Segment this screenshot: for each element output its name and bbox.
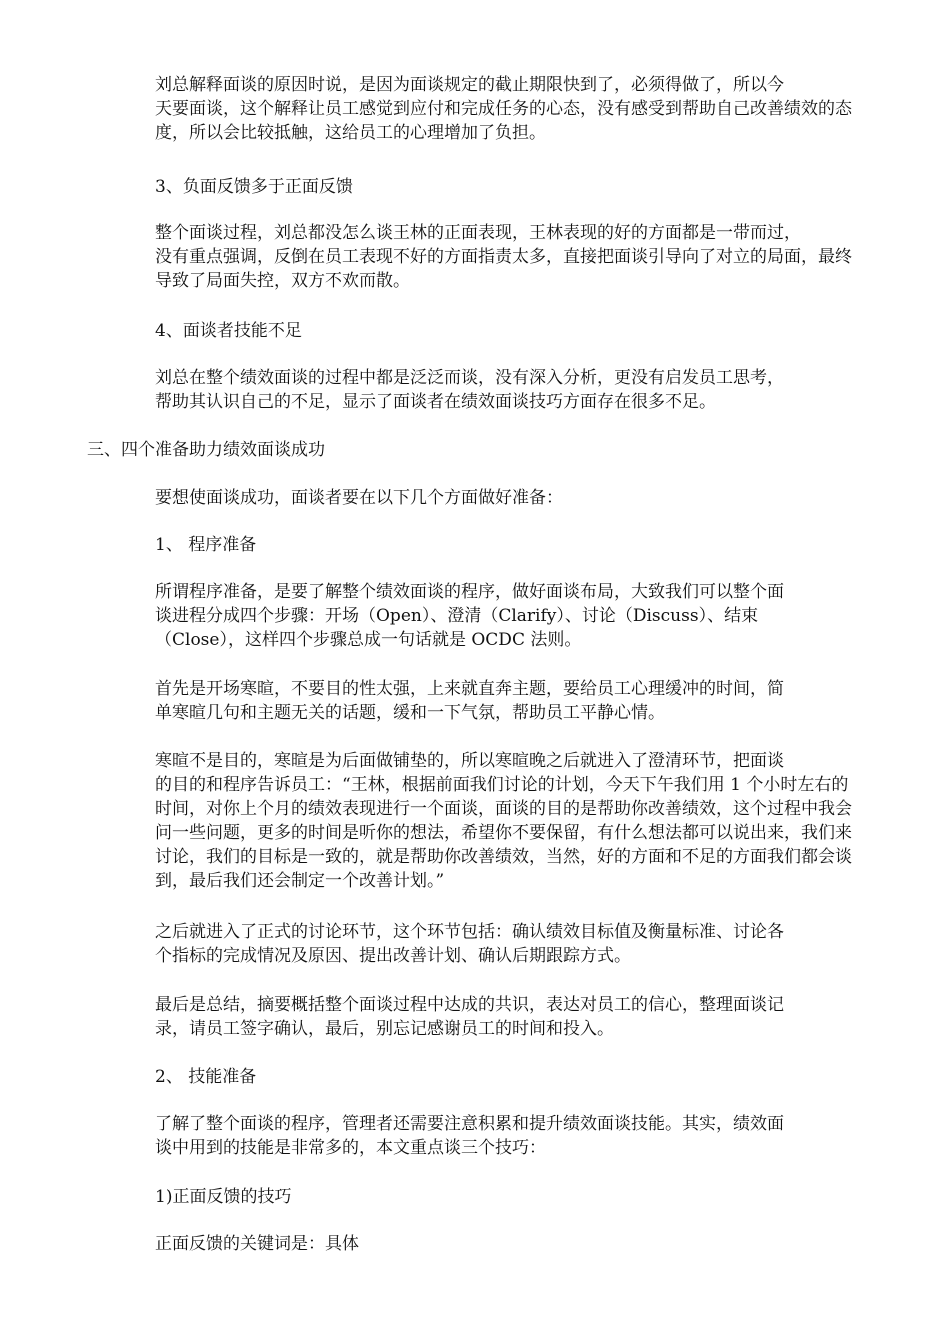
heading-negative-feedback: [87, 175, 877, 199]
text-line: 谈进程分成四个步骤：开场（Open）、澄清（Clarify）、讨论（Discuss）、结束: [155, 606, 759, 626]
section-heading-four-preparations: [87, 438, 877, 462]
text-line: 之后就进入了正式的讨论环节，这个环节包括：确认绩效目标值及衡量标准、讨论各: [155, 922, 784, 942]
text-line: 到，最后我们还会制定一个改善计划。”: [155, 871, 445, 891]
text-line: 问一些问题，更多的时间是听你的想法，希望你不要保留，有什么想法都可以说出来，我们来: [155, 823, 852, 843]
paragraph-discuss: [87, 920, 877, 968]
heading-text: 1)正面反馈的技巧: [155, 1187, 292, 1207]
text-line: 整个面谈过程，刘总都没怎么谈王林的正面表现，王林表现的好的方面都是一带而过，: [155, 223, 801, 243]
paragraph-close: [87, 993, 877, 1041]
paragraph-negative-feedback: [87, 221, 877, 293]
text-line: 时间，对你上个月的绩效表现进行一个面谈，面谈的目的是帮助你改善绩效，这个过程中我会: [155, 799, 852, 819]
paragraph-clarify: [87, 749, 877, 893]
text-line: 所谓程序准备，是要了解整个绩效面谈的程序，做好面谈布局，大致我们可以整个面: [155, 582, 784, 602]
text-line: 天要面谈，这个解释让员工感觉到应付和完成任务的心态，没有感受到帮助自己改善绩效的态: [155, 99, 852, 119]
paragraph-skill-insufficient: [87, 366, 877, 414]
paragraph-opening: [87, 677, 877, 725]
text-line: 最后是总结，摘要概括整个面谈过程中达成的共识，表达对员工的信心，整理面谈记: [155, 995, 784, 1015]
text-line: （Close），这样四个步骤总成一句话就是 OCDC 法则。: [155, 630, 582, 650]
heading-text: 3、负面反馈多于正面反馈: [155, 177, 353, 197]
heading-text: 4、面谈者技能不足: [155, 321, 302, 341]
paragraph-procedure-preparation: [87, 580, 877, 652]
text-line: 单寒暄几句和主题无关的话题，缓和一下气氛，帮助员工平静心情。: [155, 703, 665, 723]
text-line: 谈中用到的技能是非常多的，本文重点谈三个技巧：: [155, 1138, 546, 1158]
text-line: 没有重点强调，反倒在员工表现不好的方面指责太多，直接把面谈引导向了对立的局面，最终: [155, 247, 852, 267]
heading-procedure-preparation: [87, 533, 877, 557]
text-line: 帮助其认识自己的不足，显示了面谈者在绩效面谈技巧方面存在很多不足。: [155, 392, 716, 412]
text-line: 讨论，我们的目标是一致的，就是帮助你改善绩效，当然，好的方面和不足的方面我们都会谈: [155, 847, 852, 867]
heading-positive-feedback-skill: [87, 1185, 877, 1209]
text-line: 要想使面谈成功，面谈者要在以下几个方面做好准备：: [155, 488, 563, 508]
text-line: 正面反馈的关键词是：具体: [155, 1234, 359, 1254]
text-line: 的目的和程序告诉员工：“王林，根据前面我们讨论的计划，今天下午我们用 1 个小时左右的: [155, 775, 849, 795]
heading-skill-insufficient: [87, 319, 877, 343]
paragraph-positive-feedback-keyword: [87, 1232, 877, 1256]
paragraph-skill-preparation: [87, 1112, 877, 1160]
heading-text: 三、四个准备助力绩效面谈成功: [87, 440, 325, 460]
heading-skill-preparation: [87, 1065, 877, 1089]
text-line: 刘总在整个绩效面谈的过程中都是泛泛而谈，没有深入分析，更没有启发员工思考，: [155, 368, 784, 388]
text-line: 个指标的完成情况及原因、提出改善计划、确认后期跟踪方式。: [155, 946, 631, 966]
text-line: 首先是开场寒暄，不要目的性太强，上来就直奔主题，要给员工心理缓冲的时间，简: [155, 679, 784, 699]
heading-text: 2、 技能准备: [155, 1067, 257, 1087]
text-line: 导致了局面失控，双方不欢而散。: [155, 271, 410, 291]
paragraph-interview-reason: [87, 73, 877, 145]
text-line: 寒暄不是目的，寒暄是为后面做铺垫的，所以寒暄晚之后就进入了澄清环节，把面谈: [155, 751, 784, 771]
text-line: 了解了整个面谈的程序，管理者还需要注意积累和提升绩效面谈技能。其实，绩效面: [155, 1114, 784, 1134]
text-line: 刘总解释面谈的原因时说，是因为面谈规定的截止期限快到了，必须得做了，所以今: [155, 75, 784, 95]
text-line: 度，所以会比较抵触，这给员工的心理增加了负担。: [155, 123, 546, 143]
text-line: 录，请员工签字确认，最后，别忘记感谢员工的时间和投入。: [155, 1019, 614, 1039]
paragraph-preparation-intro: [87, 486, 877, 510]
heading-text: 1、 程序准备: [155, 535, 257, 555]
